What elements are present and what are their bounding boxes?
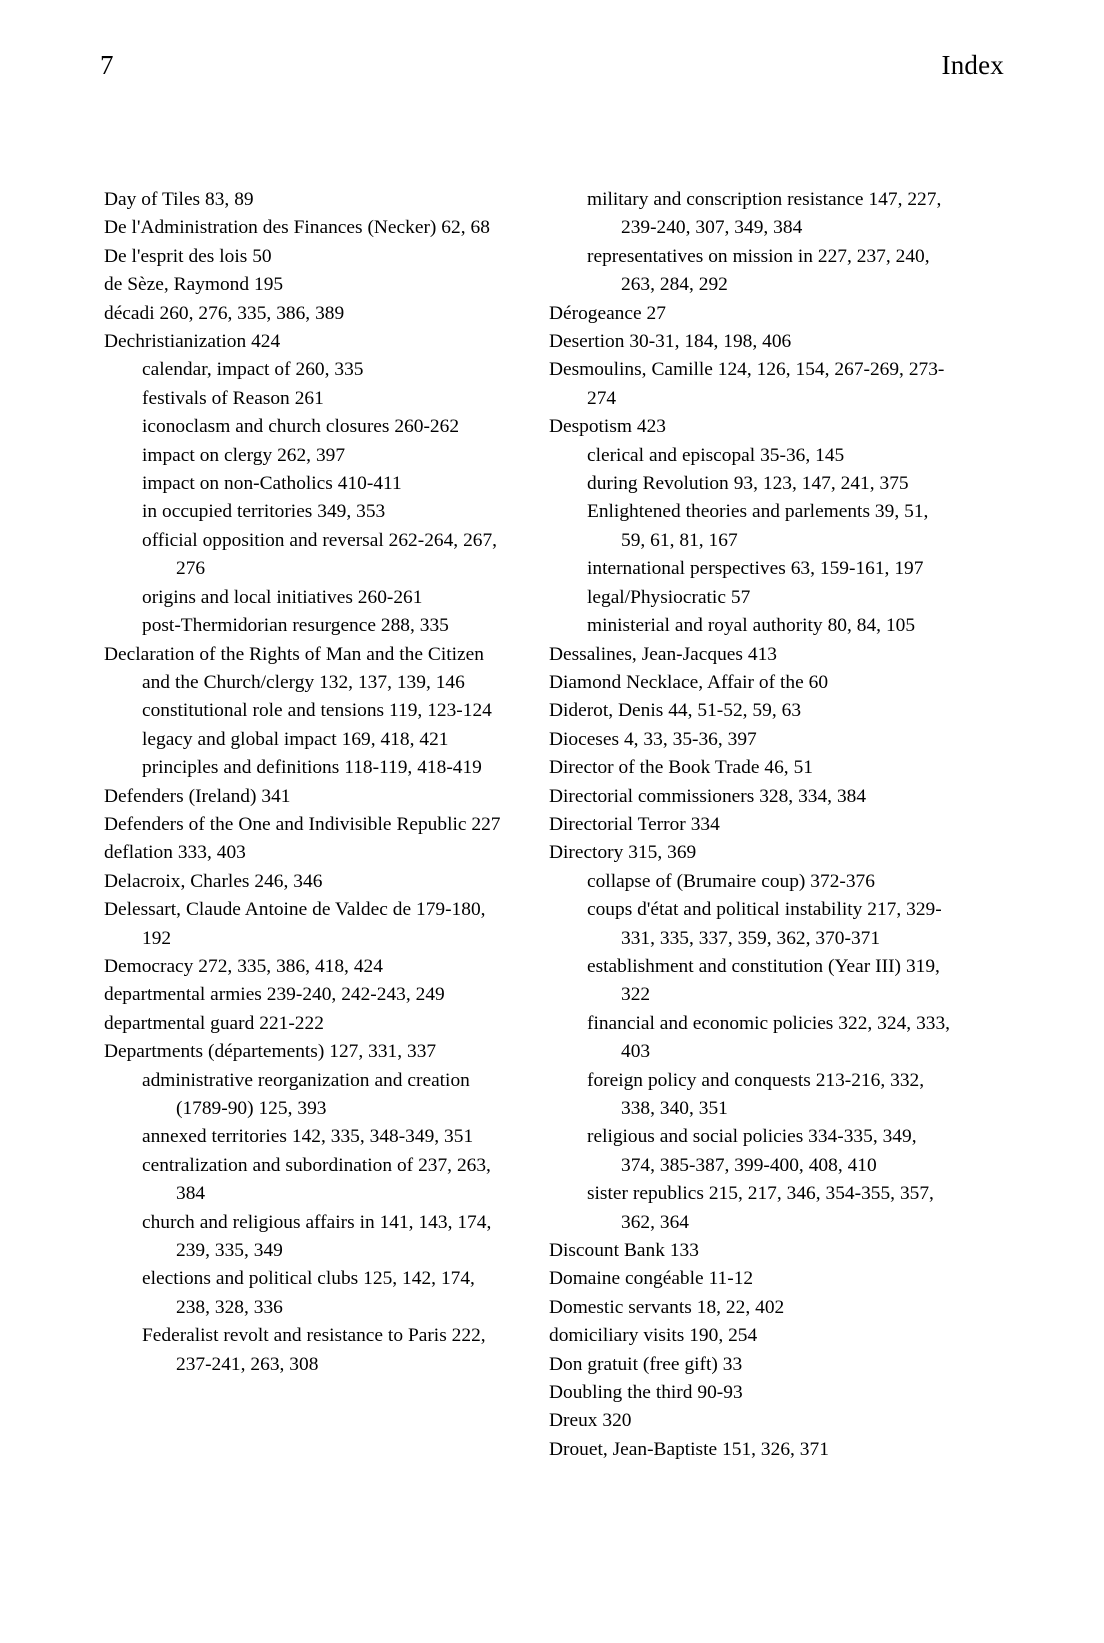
- index-entry: Dioceses 4, 33, 35-36, 397: [549, 728, 757, 750]
- index-column-right: [549, 186, 954, 1464]
- index-entry: Doubling the third 90-93: [549, 1382, 743, 1404]
- index-entry: departmental guard 221-222: [104, 1012, 324, 1034]
- index-entry: deflation 333, 403: [104, 842, 246, 864]
- index-entry: De l'Administration des Finances (Necker) 62, 68: [104, 217, 490, 239]
- index-subentry: impact on clergy 262, 397: [142, 444, 346, 466]
- index-subentry: calendar, impact of 260, 335: [142, 359, 364, 381]
- index-subentry: during Revolution 93, 123, 147, 241, 375: [587, 473, 909, 495]
- index-subentry: constitutional role and tensions 119, 123-124: [142, 700, 492, 722]
- index-entry: Diamond Necklace, Affair of the 60: [549, 671, 829, 693]
- index-entry: Directory 315, 369: [549, 842, 697, 864]
- index-subentry: centralization and subordination of 237, 263, 384: [142, 1154, 491, 1205]
- index-entry: Dreux 320: [549, 1410, 632, 1432]
- index-entry: Drouet, Jean-Baptiste 151, 326, 371: [549, 1438, 829, 1460]
- index-entry: Directorial Terror 334: [549, 813, 720, 835]
- index-subentry: military and conscription resistance 147, 227, 239-240, 307, 349, 384: [587, 189, 942, 239]
- index-subentry: sister republics 215, 217, 346, 354-355, 357, 362, 364: [587, 1183, 934, 1233]
- index-subentry: post-Thermidorian resurgence 288, 335: [142, 615, 449, 637]
- index-subentry: legal/Physiocratic 57: [587, 586, 751, 608]
- index-subentry: annexed territories 142, 335, 348-349, 351: [142, 1126, 474, 1148]
- running-head-title: Index: [941, 50, 1004, 80]
- index-subentry: representatives on mission in 227, 237, 240, 263, 284, 292: [587, 245, 930, 296]
- index-entry: Dechristianization 424: [104, 331, 281, 353]
- index-subentry: ministerial and royal authority 80, 84, 105: [587, 615, 916, 637]
- index-subentry: church and religious affairs in 141, 143, 174, 239, 335, 349: [142, 1211, 492, 1262]
- index-entry: Dessalines, Jean-Jacques 413: [549, 643, 777, 665]
- index-entry: Day of Tiles 83, 89: [104, 189, 254, 210]
- index-entry: décadi 260, 276, 335, 386, 389: [104, 302, 345, 324]
- index-entry: Dérogeance 27: [549, 302, 666, 324]
- index-subentry: impact on non-Catholics 410-411: [142, 473, 402, 495]
- index-entry: Director of the Book Trade 46, 51: [549, 757, 813, 779]
- index-subentry: establishment and constitution (Year III) 319, 322: [587, 955, 940, 1006]
- index-entry: Desmoulins, Camille 124, 126, 154, 267-269, 273-274: [549, 359, 945, 409]
- index-entry: De l'esprit des lois 50: [104, 245, 272, 267]
- index-subentry: origins and local initiatives 260-261: [142, 586, 423, 608]
- index-entry: Defenders (Ireland) 341: [104, 785, 291, 807]
- index-columns: [104, 186, 1004, 1464]
- index-entry: Delessart, Claude Antoine de Valdec de 179-180, 192: [104, 899, 486, 949]
- index-subentry: principles and definitions 118-119, 418-419: [142, 757, 482, 779]
- index-subentry: foreign policy and conquests 213-216, 332, 338, 340, 351: [587, 1069, 925, 1119]
- running-head: [100, 52, 1004, 92]
- index-entry: Despotism 423: [549, 416, 666, 438]
- index-entry: Delacroix, Charles 246, 346: [104, 870, 323, 892]
- index-entry: domiciliary visits 190, 254: [549, 1325, 758, 1347]
- index-subentry: elections and political clubs 125, 142, 174, 238, 328, 336: [142, 1268, 475, 1318]
- index-subentry: official opposition and reversal 262-264, 267, 276: [142, 529, 498, 580]
- index-column-left: [104, 186, 509, 1464]
- index-entry: Don gratuit (free gift) 33: [549, 1353, 743, 1375]
- index-entry: Domestic servants 18, 22, 402: [549, 1296, 785, 1318]
- index-subentry: religious and social policies 334-335, 349, 374, 385-387, 399-400, 408, 410: [587, 1126, 917, 1176]
- index-entry: Defenders of the One and Indivisible Republic 227: [104, 813, 501, 835]
- index-entry: Desertion 30-31, 184, 198, 406: [549, 331, 792, 353]
- index-subentry: Federalist revolt and resistance to Paris 222, 237-241, 263, 308: [142, 1325, 486, 1375]
- index-entry: Declaration of the Rights of Man and the Citizen: [104, 643, 484, 665]
- index-subentry: legacy and global impact 169, 418, 421: [142, 728, 449, 750]
- index-subentry: international perspectives 63, 159-161, 197: [587, 558, 924, 580]
- index-subentry: and the Church/clergy 132, 137, 139, 146: [142, 671, 465, 693]
- index-subentry: festivals of Reason 261: [142, 387, 324, 409]
- index-subentry: clerical and episcopal 35-36, 145: [587, 444, 845, 466]
- index-subentry: iconoclasm and church closures 260-262: [142, 416, 460, 438]
- index-subentry: coups d'état and political instability 217, 329-331, 335, 337, 359, 362, 370-371: [587, 899, 942, 949]
- index-subentry: Enlightened theories and parlements 39, 51, 59, 61, 81, 167: [587, 501, 929, 551]
- index-entry: Departments (départements) 127, 331, 337: [104, 1041, 437, 1063]
- index-subentry: administrative reorganization and creation (1789-90) 125, 393: [142, 1069, 470, 1119]
- index-subentry: in occupied territories 349, 353: [142, 501, 386, 523]
- index-entry: Diderot, Denis 44, 51-52, 59, 63: [549, 700, 802, 722]
- index-entry: Directorial commissioners 328, 334, 384: [549, 785, 867, 807]
- page-number: 7: [100, 50, 114, 80]
- index-entry: departmental armies 239-240, 242-243, 249: [104, 984, 445, 1006]
- index-entry: Domaine congéable 11-12: [549, 1268, 754, 1290]
- index-entry: de Sèze, Raymond 195: [104, 274, 284, 296]
- index-subentry: collapse of (Brumaire coup) 372-376: [587, 870, 875, 892]
- index-entry: Discount Bank 133: [549, 1240, 699, 1262]
- index-entry: Democracy 272, 335, 386, 418, 424: [104, 955, 383, 977]
- index-subentry: financial and economic policies 322, 324, 333, 403: [587, 1012, 951, 1063]
